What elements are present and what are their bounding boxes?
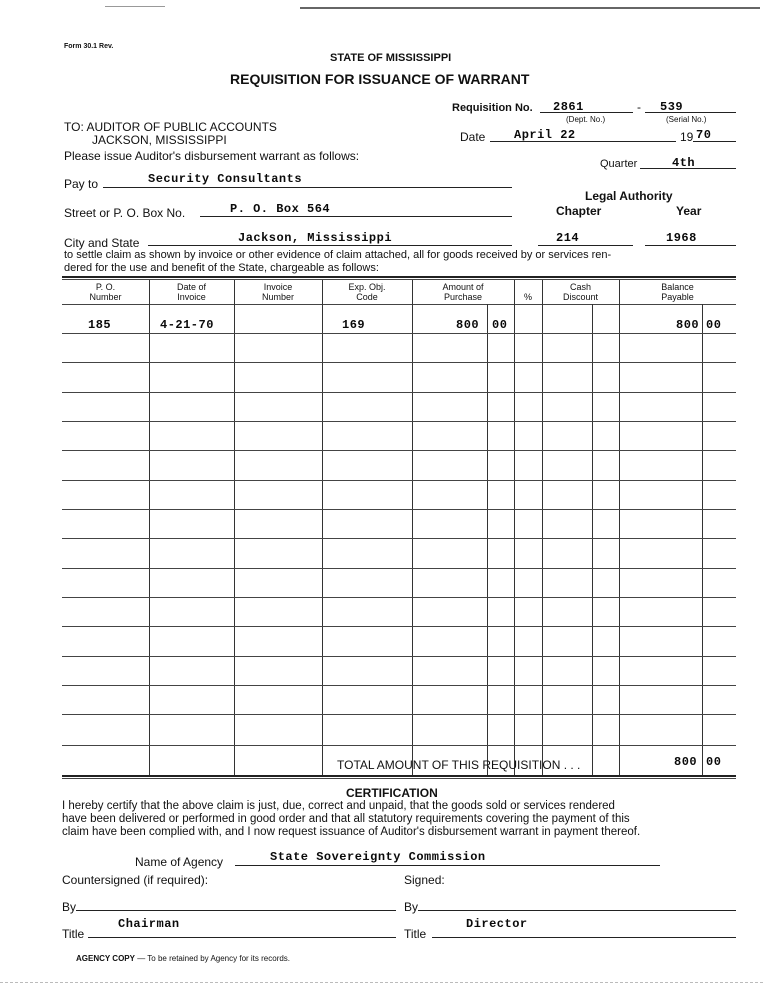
row-amount-cents: 00 bbox=[492, 318, 508, 332]
table-top-rule-2 bbox=[62, 279, 736, 280]
dept-no-value: 2861 bbox=[553, 100, 584, 114]
total-cents: 00 bbox=[706, 755, 722, 769]
legal-authority-heading: Legal Authority bbox=[585, 189, 673, 203]
date-value: April 22 bbox=[514, 128, 576, 142]
countersigned-label: Countersigned (if required): bbox=[62, 873, 209, 887]
scan-edge bbox=[0, 982, 763, 983]
settle-claim-text-1: to settle claim as shown by invoice or other evidence of claim attached, all for goods received by or services ren- bbox=[64, 249, 612, 261]
settle-claim-text-2: dered for the use and benefit of the State, chargeable as follows: bbox=[64, 262, 379, 274]
city-state-label: City and State bbox=[64, 236, 140, 250]
col-divider bbox=[487, 304, 488, 775]
serial-no-caption: (Serial No.) bbox=[666, 115, 707, 124]
row-po-number: 185 bbox=[88, 318, 112, 332]
total-label: TOTAL AMOUNT OF THIS REQUISITION . . . bbox=[337, 758, 581, 772]
scan-mark bbox=[105, 6, 165, 7]
chapter-value: 214 bbox=[556, 231, 580, 245]
col-divider bbox=[322, 280, 323, 775]
year-heading: Year bbox=[676, 204, 702, 218]
quarter-value: 4th bbox=[672, 156, 696, 170]
dept-no-caption: (Dept. No.) bbox=[566, 115, 606, 124]
col-header-amount: Amount of Purchase bbox=[442, 282, 484, 302]
row-invoice-date: 4-21-70 bbox=[160, 318, 214, 332]
table-row-rule bbox=[62, 362, 736, 363]
certification-line-3: claim have been complied with, and I now request issuance of Auditor's disbursement warrant in payment thereof. bbox=[62, 826, 641, 838]
form-title: REQUISITION FOR ISSUANCE OF WARRANT bbox=[230, 71, 530, 87]
by-line-left bbox=[76, 910, 396, 911]
legal-year-line bbox=[645, 245, 736, 246]
chapter-heading: Chapter bbox=[556, 204, 602, 218]
col-divider bbox=[514, 280, 515, 775]
addressee-line-2: JACKSON, MISSISSIPPI bbox=[92, 133, 227, 147]
table-row-rule bbox=[62, 509, 736, 510]
addressee-line-1: TO: AUDITOR OF PUBLIC ACCOUNTS bbox=[64, 120, 277, 134]
table-row-rule bbox=[62, 480, 736, 481]
year-prefix: 19 bbox=[680, 130, 694, 144]
by-line-right bbox=[418, 910, 736, 911]
serial-no-value: 539 bbox=[660, 100, 684, 114]
table-row-rule bbox=[62, 745, 736, 746]
title-line-right bbox=[432, 937, 736, 938]
agency-line bbox=[235, 865, 660, 866]
certification-heading: CERTIFICATION bbox=[346, 786, 438, 800]
date-label: Date bbox=[460, 130, 486, 144]
quarter-label: Quarter bbox=[600, 158, 638, 170]
pay-to-label: Pay to bbox=[64, 177, 99, 191]
title-value-left: Chairman bbox=[118, 917, 180, 931]
agency-value: State Sovereignty Commission bbox=[270, 850, 486, 864]
col-divider bbox=[234, 280, 235, 775]
legal-year-value: 1968 bbox=[666, 231, 697, 245]
by-label-left: By bbox=[62, 900, 77, 914]
city-state-line bbox=[148, 245, 512, 246]
col-header-cash-discount: Cash Discount bbox=[562, 282, 598, 302]
street-line bbox=[200, 216, 512, 217]
form-number: Form 30.1 Rev. bbox=[64, 43, 114, 50]
certification-line-2: have been delivered or performed in good order and that all statutory requirements covering the payment of this bbox=[62, 813, 630, 825]
scan-mark bbox=[300, 7, 760, 9]
col-header-percent: % bbox=[523, 292, 532, 302]
street-value: P. O. Box 564 bbox=[230, 202, 331, 216]
issue-instruction: Please issue Auditor's disbursement warrant as follows: bbox=[64, 149, 360, 163]
pay-to-line bbox=[103, 187, 512, 188]
total-dollars: 800 bbox=[674, 755, 698, 769]
table-row-rule bbox=[62, 450, 736, 451]
table-row-rule bbox=[62, 568, 736, 569]
requisition-dash: - bbox=[637, 100, 641, 114]
table-row-rule bbox=[62, 333, 736, 334]
row-exp-code: 169 bbox=[342, 318, 366, 332]
col-header-exp-code: Exp. Obj. Code bbox=[348, 282, 386, 302]
title-value-right: Director bbox=[466, 917, 528, 931]
col-divider bbox=[149, 280, 150, 775]
table-row-rule bbox=[62, 656, 736, 657]
table-row-rule bbox=[62, 626, 736, 627]
street-label: Street or P. O. Box No. bbox=[64, 206, 186, 220]
col-divider bbox=[542, 280, 543, 775]
requisition-label: Requisition No. bbox=[452, 102, 533, 114]
row-amount-dollars: 800 bbox=[456, 318, 480, 332]
table-row-rule bbox=[62, 685, 736, 686]
city-state-value: Jackson, Mississippi bbox=[238, 231, 393, 245]
footer-agency-copy: AGENCY COPY bbox=[76, 954, 135, 963]
table-row-rule bbox=[62, 597, 736, 598]
chapter-line bbox=[538, 245, 633, 246]
footer-note bbox=[76, 954, 290, 963]
col-divider bbox=[702, 304, 703, 775]
by-label-right: By bbox=[404, 900, 419, 914]
table-bottom-rule-2 bbox=[62, 778, 736, 779]
agency-label: Name of Agency bbox=[135, 855, 224, 869]
table-bottom-rule bbox=[62, 775, 736, 777]
table-top-rule bbox=[62, 276, 736, 278]
col-header-po: P. O. Number bbox=[89, 282, 122, 302]
footer-retained-text: — To be retained by Agency for its records. bbox=[134, 954, 291, 963]
title-label-left: Title bbox=[62, 927, 85, 941]
col-header-invoice: Invoice Number bbox=[261, 282, 294, 302]
col-divider bbox=[412, 280, 413, 775]
title-label-right: Title bbox=[404, 927, 427, 941]
table-row-rule bbox=[62, 538, 736, 539]
certification-line-1: I hereby certify that the above claim is just, due, correct and unpaid, that the goods sold or services rendered bbox=[62, 800, 615, 812]
row-balance-dollars: 800 bbox=[676, 318, 700, 332]
year-value: 70 bbox=[696, 128, 712, 142]
row-balance-cents: 00 bbox=[706, 318, 722, 332]
pay-to-value: Security Consultants bbox=[148, 172, 303, 186]
table-row-rule bbox=[62, 714, 736, 715]
col-divider bbox=[619, 280, 620, 775]
title-line-left bbox=[88, 937, 396, 938]
signed-label: Signed: bbox=[404, 873, 445, 887]
col-header-balance: Balance Payable bbox=[661, 282, 694, 302]
col-header-date: Date of Invoice bbox=[176, 282, 207, 302]
col-divider bbox=[592, 304, 593, 775]
table-row-rule bbox=[62, 392, 736, 393]
serial-no-line bbox=[645, 112, 736, 113]
state-heading: STATE OF MISSISSIPPI bbox=[330, 52, 452, 64]
table-header-rule bbox=[62, 304, 736, 305]
table-row-rule bbox=[62, 421, 736, 422]
